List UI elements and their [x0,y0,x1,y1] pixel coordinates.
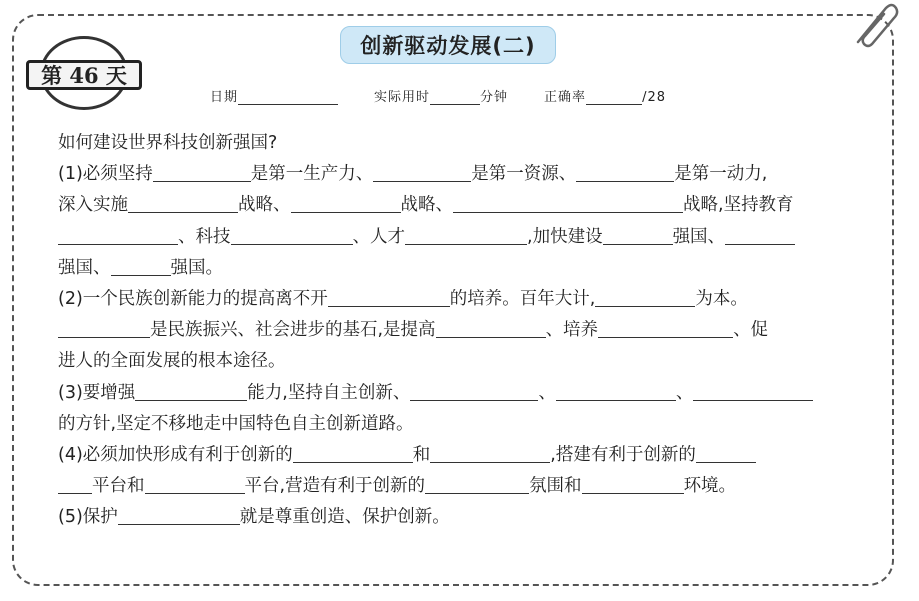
text-line [58,471,876,502]
text-line [58,190,876,221]
accuracy-field[interactable] [586,90,642,105]
answer-blank[interactable] [405,224,527,245]
date-field[interactable] [238,90,338,105]
accuracy-label: 正确率 [544,90,587,105]
answer-blank[interactable] [373,161,471,182]
line-text: 的方针,坚定不移地走中国特色自主创新道路。 [58,413,414,434]
answer-blank[interactable] [582,473,684,494]
time-field[interactable] [430,90,480,105]
line-text: (4)必须加快形成有利于创新的 [58,444,293,465]
line-text: 如何建设世界科技创新强国? [58,133,278,153]
line-text: 为本。 [695,288,748,309]
answer-blank[interactable] [58,224,178,245]
text-line [58,253,876,284]
line-text: 进人的全面发展的根本途径。 [58,351,286,372]
text-line [58,222,876,253]
time-unit: 分钟 [480,90,509,105]
answer-blank[interactable] [128,192,238,213]
answer-blank[interactable] [598,317,733,338]
text-line [58,378,876,409]
line-text: 、科技 [178,226,231,247]
answer-blank[interactable] [410,380,538,401]
line-text: 深入实施 [58,195,128,216]
answer-blank[interactable] [576,161,674,182]
line-text: 就是尊重创造、保护创新。 [239,507,450,528]
text-line [58,346,876,377]
answer-blank[interactable] [556,380,676,401]
answer-blank[interactable] [231,224,353,245]
answer-blank[interactable] [291,192,401,213]
paperclip-icon [850,2,900,48]
text-line [58,502,876,533]
meta-row [210,86,666,105]
answer-blank[interactable] [725,224,795,245]
answer-blank[interactable] [603,224,673,245]
text-line [58,159,876,190]
line-text: (5)保护 [58,507,118,528]
line-text: 、人才 [352,226,405,247]
day-badge-label: 第 46 天 [26,60,142,90]
line-text: 氛围和 [529,476,582,497]
line-text: 战略、 [238,195,291,216]
line-text: 战略、 [400,195,453,216]
question-body [58,128,876,533]
accuracy-total: /28 [642,90,666,105]
line-text: ,搭建有利于创新的 [550,444,696,465]
date-label: 日期 [210,90,239,105]
line-text: 是民族振兴、社会进步的基石,是提高 [150,320,436,341]
line-text: 、 [538,382,556,403]
answer-blank[interactable] [145,473,245,494]
line-text: ,加快建设 [527,226,603,247]
line-text: 和 [412,444,431,465]
answer-blank[interactable] [696,442,756,463]
line-text: 、 [675,382,694,403]
line-text: 的培养。百年大计, [449,288,596,309]
line-text: (2)一个民族创新能力的提高离不开 [58,288,328,309]
answer-blank[interactable] [430,442,550,463]
day-badge [22,36,148,110]
line-text: 战略,坚持教育 [683,195,794,216]
answer-blank[interactable] [135,380,247,401]
answer-blank[interactable] [58,473,92,494]
text-line [58,440,876,471]
line-text: 强国、 [58,257,111,278]
line-text: 平台和 [92,476,145,497]
line-text: 是第一生产力、 [250,164,374,185]
line-text: 能力,坚持自主创新、 [247,382,411,403]
answer-blank[interactable] [436,317,546,338]
answer-blank[interactable] [118,504,240,525]
answer-blank[interactable] [111,255,171,276]
worksheet-title: 创新驱动发展(二) [340,26,556,64]
text-line [58,284,876,315]
line-text: 强国、 [672,226,726,247]
text-line [58,128,876,159]
answer-blank[interactable] [58,317,150,338]
answer-blank[interactable] [328,286,450,307]
answer-blank[interactable] [153,161,251,182]
line-text: (3)要增强 [58,382,136,403]
line-text: 、培养 [545,320,599,341]
line-text: 是第一资源、 [471,164,577,185]
answer-blank[interactable] [425,473,529,494]
line-text: 平台,营造有利于创新的 [244,476,426,497]
answer-blank[interactable] [453,192,683,213]
text-line [58,315,876,346]
text-line [58,409,876,440]
line-text: 环境。 [683,476,737,497]
line-text: 、促 [733,320,769,341]
line-text: 是第一动力, [674,164,768,185]
line-text: (1)必须坚持 [58,164,153,185]
time-label: 实际用时 [374,90,431,105]
line-text: 强国。 [170,257,223,278]
answer-blank[interactable] [693,380,813,401]
answer-blank[interactable] [293,442,413,463]
answer-blank[interactable] [595,286,695,307]
